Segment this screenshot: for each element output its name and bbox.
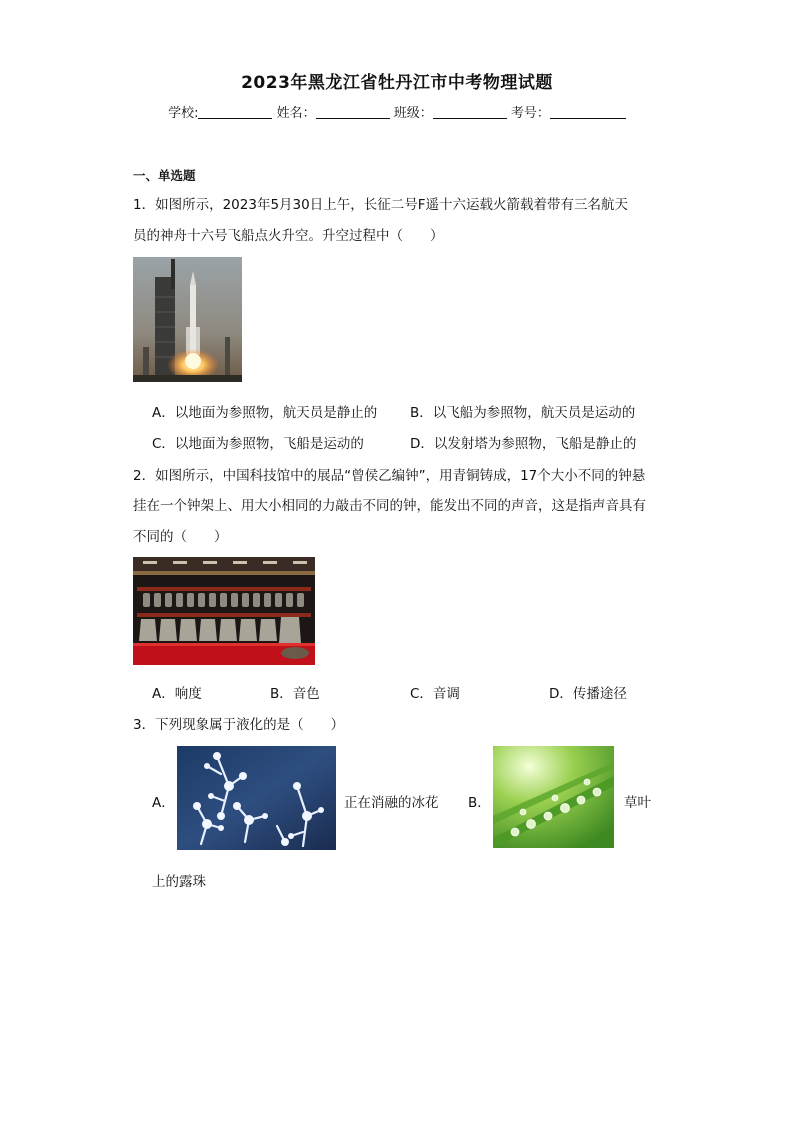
q2-option-d[interactable]: D．传播途径 — [549, 686, 627, 702]
class-blank[interactable] — [433, 104, 507, 119]
school-label: 学校: — [168, 106, 199, 121]
name-blank[interactable] — [316, 104, 390, 119]
q3-option-a-text[interactable]: 正在消融的冰花 — [344, 795, 439, 811]
number-blank[interactable] — [550, 104, 626, 119]
number-label: 考号： — [510, 106, 550, 121]
q2-option-b[interactable]: B．音色 — [270, 686, 320, 702]
q3-option-b-text-1[interactable]: 草叶 — [624, 795, 651, 811]
student-info-line — [0, 102, 794, 121]
q1-option-a[interactable]: A．以地面为参照物，航天员是静止的 — [152, 405, 378, 421]
dewdrop-grass-image — [493, 746, 614, 848]
bells-exhibit-image — [133, 557, 315, 665]
q3-line1: 3．下列现象属于液化的是（ ） — [133, 717, 345, 733]
class-label: 班级： — [393, 106, 433, 121]
q3-option-b-label[interactable]: B． — [468, 795, 491, 811]
q1-line1: 1．如图所示，2023年5月30日上午，长征二号F遥十六运载火箭载着带有三名航天 — [133, 197, 628, 213]
page-title: 2023年黑龙江省牡丹江市中考物理试题 — [241, 73, 553, 93]
q2-line3: 不同的（ ） — [133, 529, 228, 545]
q2-line2: 挂在一个钟架上、用大小相同的力敲击不同的钟，能发出不同的声音，这是指声音具有 — [133, 498, 646, 514]
q1-option-c[interactable]: C．以地面为参照物，飞船是运动的 — [152, 436, 364, 452]
school-blank[interactable] — [198, 104, 272, 119]
q1-line2: 员的神舟十六号飞船点火升空。升空过程中（ ） — [133, 228, 444, 244]
ice-flower-image — [177, 746, 336, 850]
q1-option-b[interactable]: B．以飞船为参照物，航天员是运动的 — [410, 405, 636, 421]
q3-option-b-text-2[interactable]: 上的露珠 — [152, 874, 206, 890]
name-label: 姓名： — [276, 106, 316, 121]
q3-option-a-label[interactable]: A． — [152, 795, 175, 811]
q1-option-d[interactable]: D．以发射塔为参照物，飞船是静止的 — [410, 436, 637, 452]
q2-line1: 2．如图所示，中国科技馆中的展品“曾侯乙编钟”，用青铜铸成，17个大小不同的钟悬 — [133, 468, 646, 484]
q2-option-c[interactable]: C．音调 — [410, 686, 460, 702]
section-title: 一、单选题 — [133, 168, 196, 183]
rocket-launch-image — [133, 257, 242, 382]
q2-option-a[interactable]: A．响度 — [152, 686, 202, 702]
